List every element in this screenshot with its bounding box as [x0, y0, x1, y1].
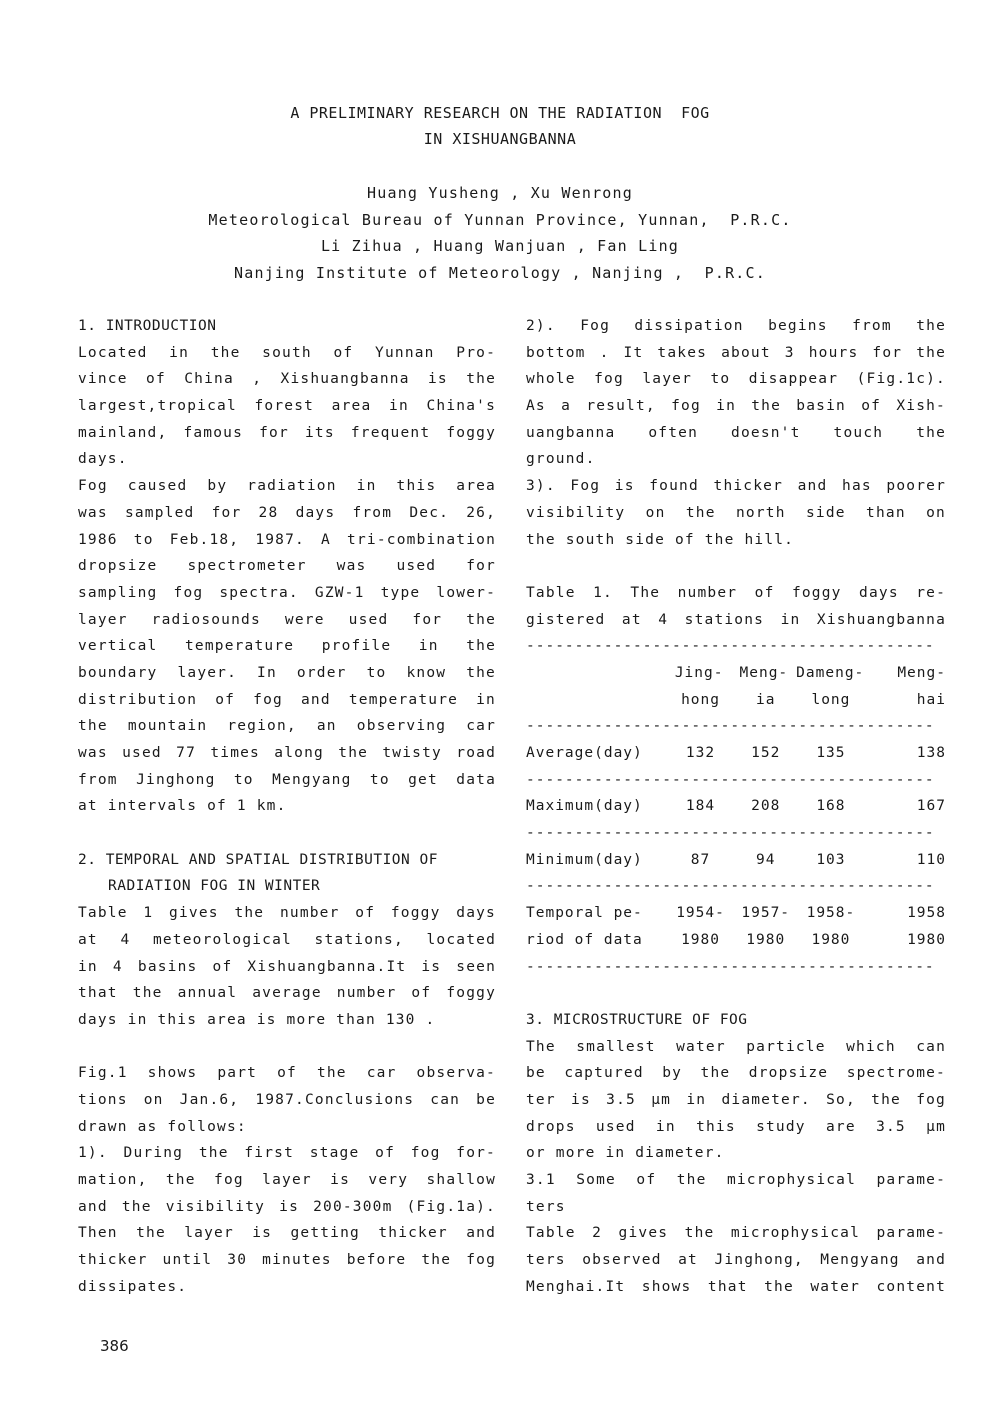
table-row: [526, 793, 946, 820]
text-line: 3). Fog is found thicker and has poorer: [526, 478, 946, 495]
table-header-cell: ia: [755, 691, 776, 708]
table-cell: 168: [816, 798, 846, 815]
text-line: whole fog layer to disappear (Fig.1c).: [526, 371, 946, 388]
table-cell: 138: [916, 745, 946, 761]
text-line: the south side of the hill.: [526, 531, 795, 548]
affiliation-line: Meteorological Bureau of Yunnan Province, Yunnan, P.R.C.: [208, 210, 792, 229]
text-line: 2). Fog dissipation begins from the: [526, 318, 946, 334]
table-rule: ------------------------------------------: [526, 878, 935, 895]
text-line: from Jinghong to Mengyang to get data: [78, 771, 496, 788]
right-column-top-text: [526, 313, 946, 633]
right-column-bottom-text: [526, 1007, 946, 1301]
text-line: and the visibility is 200-300m (Fig.1a).: [78, 1198, 496, 1215]
text-line: that the annual average number of foggy: [78, 985, 496, 1002]
table-row-label: Maximum(day): [526, 798, 643, 815]
table-row-label: Minimum(day): [526, 851, 643, 868]
table-rule: ------------------------------------------: [526, 771, 935, 788]
section-heading: 2. TEMPORAL AND SPATIAL DISTRIBUTION OF: [78, 851, 438, 868]
paper-title: [0, 100, 1000, 152]
text-line: dissipates.: [78, 1278, 188, 1295]
table-cell: 208: [751, 798, 781, 815]
text-line: ters: [526, 1198, 566, 1215]
text-line: 1). During the first stage of fog for-: [78, 1145, 496, 1162]
paragraph-gap: [526, 553, 946, 580]
text-line: was sampled for 28 days from Dec. 26,: [78, 504, 496, 521]
table-row: [526, 900, 946, 927]
text-line: uangbanna often doesn't touch the: [526, 424, 946, 441]
table-row-label: riod of data: [526, 931, 643, 948]
text-line: mainland, famous for its frequent foggy: [78, 424, 496, 441]
table-header-row: [526, 687, 946, 714]
left-column: [78, 313, 496, 1300]
section-heading: 1. INTRODUCTION: [78, 318, 217, 334]
table-cell: 135: [816, 745, 846, 761]
text-line: days in this area is more than 130 .: [78, 1011, 436, 1028]
paragraph-gap: [78, 1034, 496, 1061]
text-line: drawn as follows:: [78, 1118, 247, 1135]
text-line: Fog caused by radiation in this area: [78, 478, 496, 495]
affiliation-line: Nanjing Institute of Meteorology , Nanjing , P.R.C.: [234, 263, 766, 282]
text-line: or more in diameter.: [526, 1145, 725, 1162]
table-cell: 1980: [811, 931, 851, 948]
text-line: days.: [78, 451, 128, 468]
table-row: [526, 847, 946, 874]
text-line: ter is 3.5 μm in diameter. So, the fog: [526, 1091, 946, 1108]
author-line: Huang Yusheng , Xu Wenrong: [367, 184, 633, 202]
text-line: Table 1. The number of foggy days re-: [526, 584, 946, 601]
text-line: dropsize spectrometer was used for: [78, 558, 496, 575]
text-line: The smallest water particle which can: [526, 1038, 946, 1055]
table-cell: 1958: [907, 905, 946, 922]
text-line: the mountain region, an observing car: [78, 718, 496, 735]
table-cell: 1980: [907, 931, 946, 948]
text-line: was used 77 times along the twisty road: [78, 745, 496, 761]
text-line: at 4 meteorological stations, located: [78, 931, 496, 948]
table-cell: 1980: [681, 931, 720, 948]
table-rule: ------------------------------------------: [526, 958, 935, 975]
text-line: Table 2 gives the microphysical parame-: [526, 1225, 946, 1242]
table-cell: 1958-: [806, 905, 856, 922]
title-line-1: A PRELIMINARY RESEARCH ON THE RADIATION FOG: [290, 104, 710, 122]
table-cell: 1957-: [741, 905, 791, 922]
text-line: Fig.1 shows part of the car observa-: [78, 1065, 496, 1082]
text-line: be captured by the dropsize spectrome-: [526, 1065, 946, 1082]
right-column: [526, 313, 946, 1300]
table-cell: 1954-: [676, 905, 725, 922]
section-heading: 3. MICROSTRUCTURE OF FOG: [526, 1011, 748, 1028]
spacer: [526, 980, 946, 1007]
title-line-2: IN XISHUANGBANNA: [423, 130, 577, 148]
text-line: Table 1 gives the number of foggy days: [78, 905, 496, 922]
table-cell: 132: [685, 745, 716, 761]
text-line: distribution of fog and temperature in: [78, 691, 496, 708]
text-line: layer radiosounds were used for the: [78, 611, 496, 628]
table-cell: 103: [816, 851, 846, 868]
text-line: ground.: [526, 451, 596, 468]
table-1: [526, 633, 946, 980]
text-line: at intervals of 1 km.: [78, 798, 287, 815]
text-line: in 4 basins of Xishuangbanna.It is seen: [78, 958, 496, 975]
table-cell: 167: [916, 798, 946, 815]
page-number: 386: [100, 1337, 129, 1355]
table-cell: 152: [751, 745, 781, 761]
table-row: [526, 740, 946, 767]
table-header-row: [526, 660, 946, 687]
author-block: [0, 180, 1000, 286]
table-header-cell: long: [811, 691, 851, 708]
text-line: 3.1 Some of the microphysical parame-: [526, 1172, 946, 1188]
text-line: boundary layer. In order to know the: [78, 664, 496, 681]
table-header-cell: Dameng-: [796, 664, 865, 681]
text-line: Located in the south of Yunnan Pro-: [78, 344, 496, 361]
text-line: Menghai.It shows that the water content: [526, 1278, 946, 1295]
text-line: As a result, fog in the basin of Xish-: [526, 398, 946, 415]
table-cell: 1980: [746, 931, 786, 948]
text-line: tions on Jan.6, 1987.Conclusions can be: [78, 1091, 496, 1108]
table-cell: 87: [690, 851, 711, 868]
table-header-cell: hong: [681, 691, 720, 708]
table-header-cell: Jing-: [674, 664, 724, 681]
table-header-cell: Meng-: [897, 664, 946, 681]
table-rule: ------------------------------------------: [526, 825, 935, 842]
text-line: thicker until 30 minutes before the fog: [78, 1252, 496, 1269]
text-line: Then the layer is getting thicker and: [78, 1225, 496, 1242]
text-line: 1986 to Feb.18, 1987. A tri-combination: [78, 531, 496, 548]
text-line: bottom . It takes about 3 hours for the: [526, 344, 946, 361]
section-heading: RADIATION FOG IN WINTER: [108, 878, 321, 895]
text-line: ters observed at Jinghong, Mengyang and: [526, 1252, 946, 1269]
text-line: visibility on the north side than on: [526, 504, 946, 521]
table-rule: ------------------------------------------: [526, 638, 935, 655]
text-line: largest,tropical forest area in China's: [78, 398, 496, 415]
table-cell: 94: [755, 851, 776, 868]
text-line: mation, the fog layer is very shallow: [78, 1172, 496, 1188]
table-header-cell: hai: [916, 691, 946, 708]
table-row: [526, 927, 946, 954]
author-line: Li Zihua , Huang Wanjuan , Fan Ling: [320, 237, 680, 255]
table-cell: 110: [916, 851, 946, 868]
table-rule: ------------------------------------------: [526, 718, 935, 735]
table-header-blank: [526, 660, 667, 687]
table-row-label: Average(day): [526, 745, 643, 761]
text-line: drops used in this study are 3.5 μm: [526, 1118, 946, 1135]
table-header-blank: [526, 687, 668, 714]
text-line: sampling fog spectra. GZW-1 type lower-: [78, 584, 496, 601]
table-row-label: Temporal pe-: [526, 905, 643, 922]
text-line: vince of China , Xishuangbanna is the: [78, 371, 496, 388]
text-line: vertical temperature profile in the: [78, 638, 496, 655]
text-line: gistered at 4 stations in Xishuangbanna: [526, 611, 946, 628]
table-cell: 184: [685, 798, 716, 815]
table-header-cell: Meng-: [739, 664, 789, 681]
paragraph-gap: [78, 820, 496, 847]
